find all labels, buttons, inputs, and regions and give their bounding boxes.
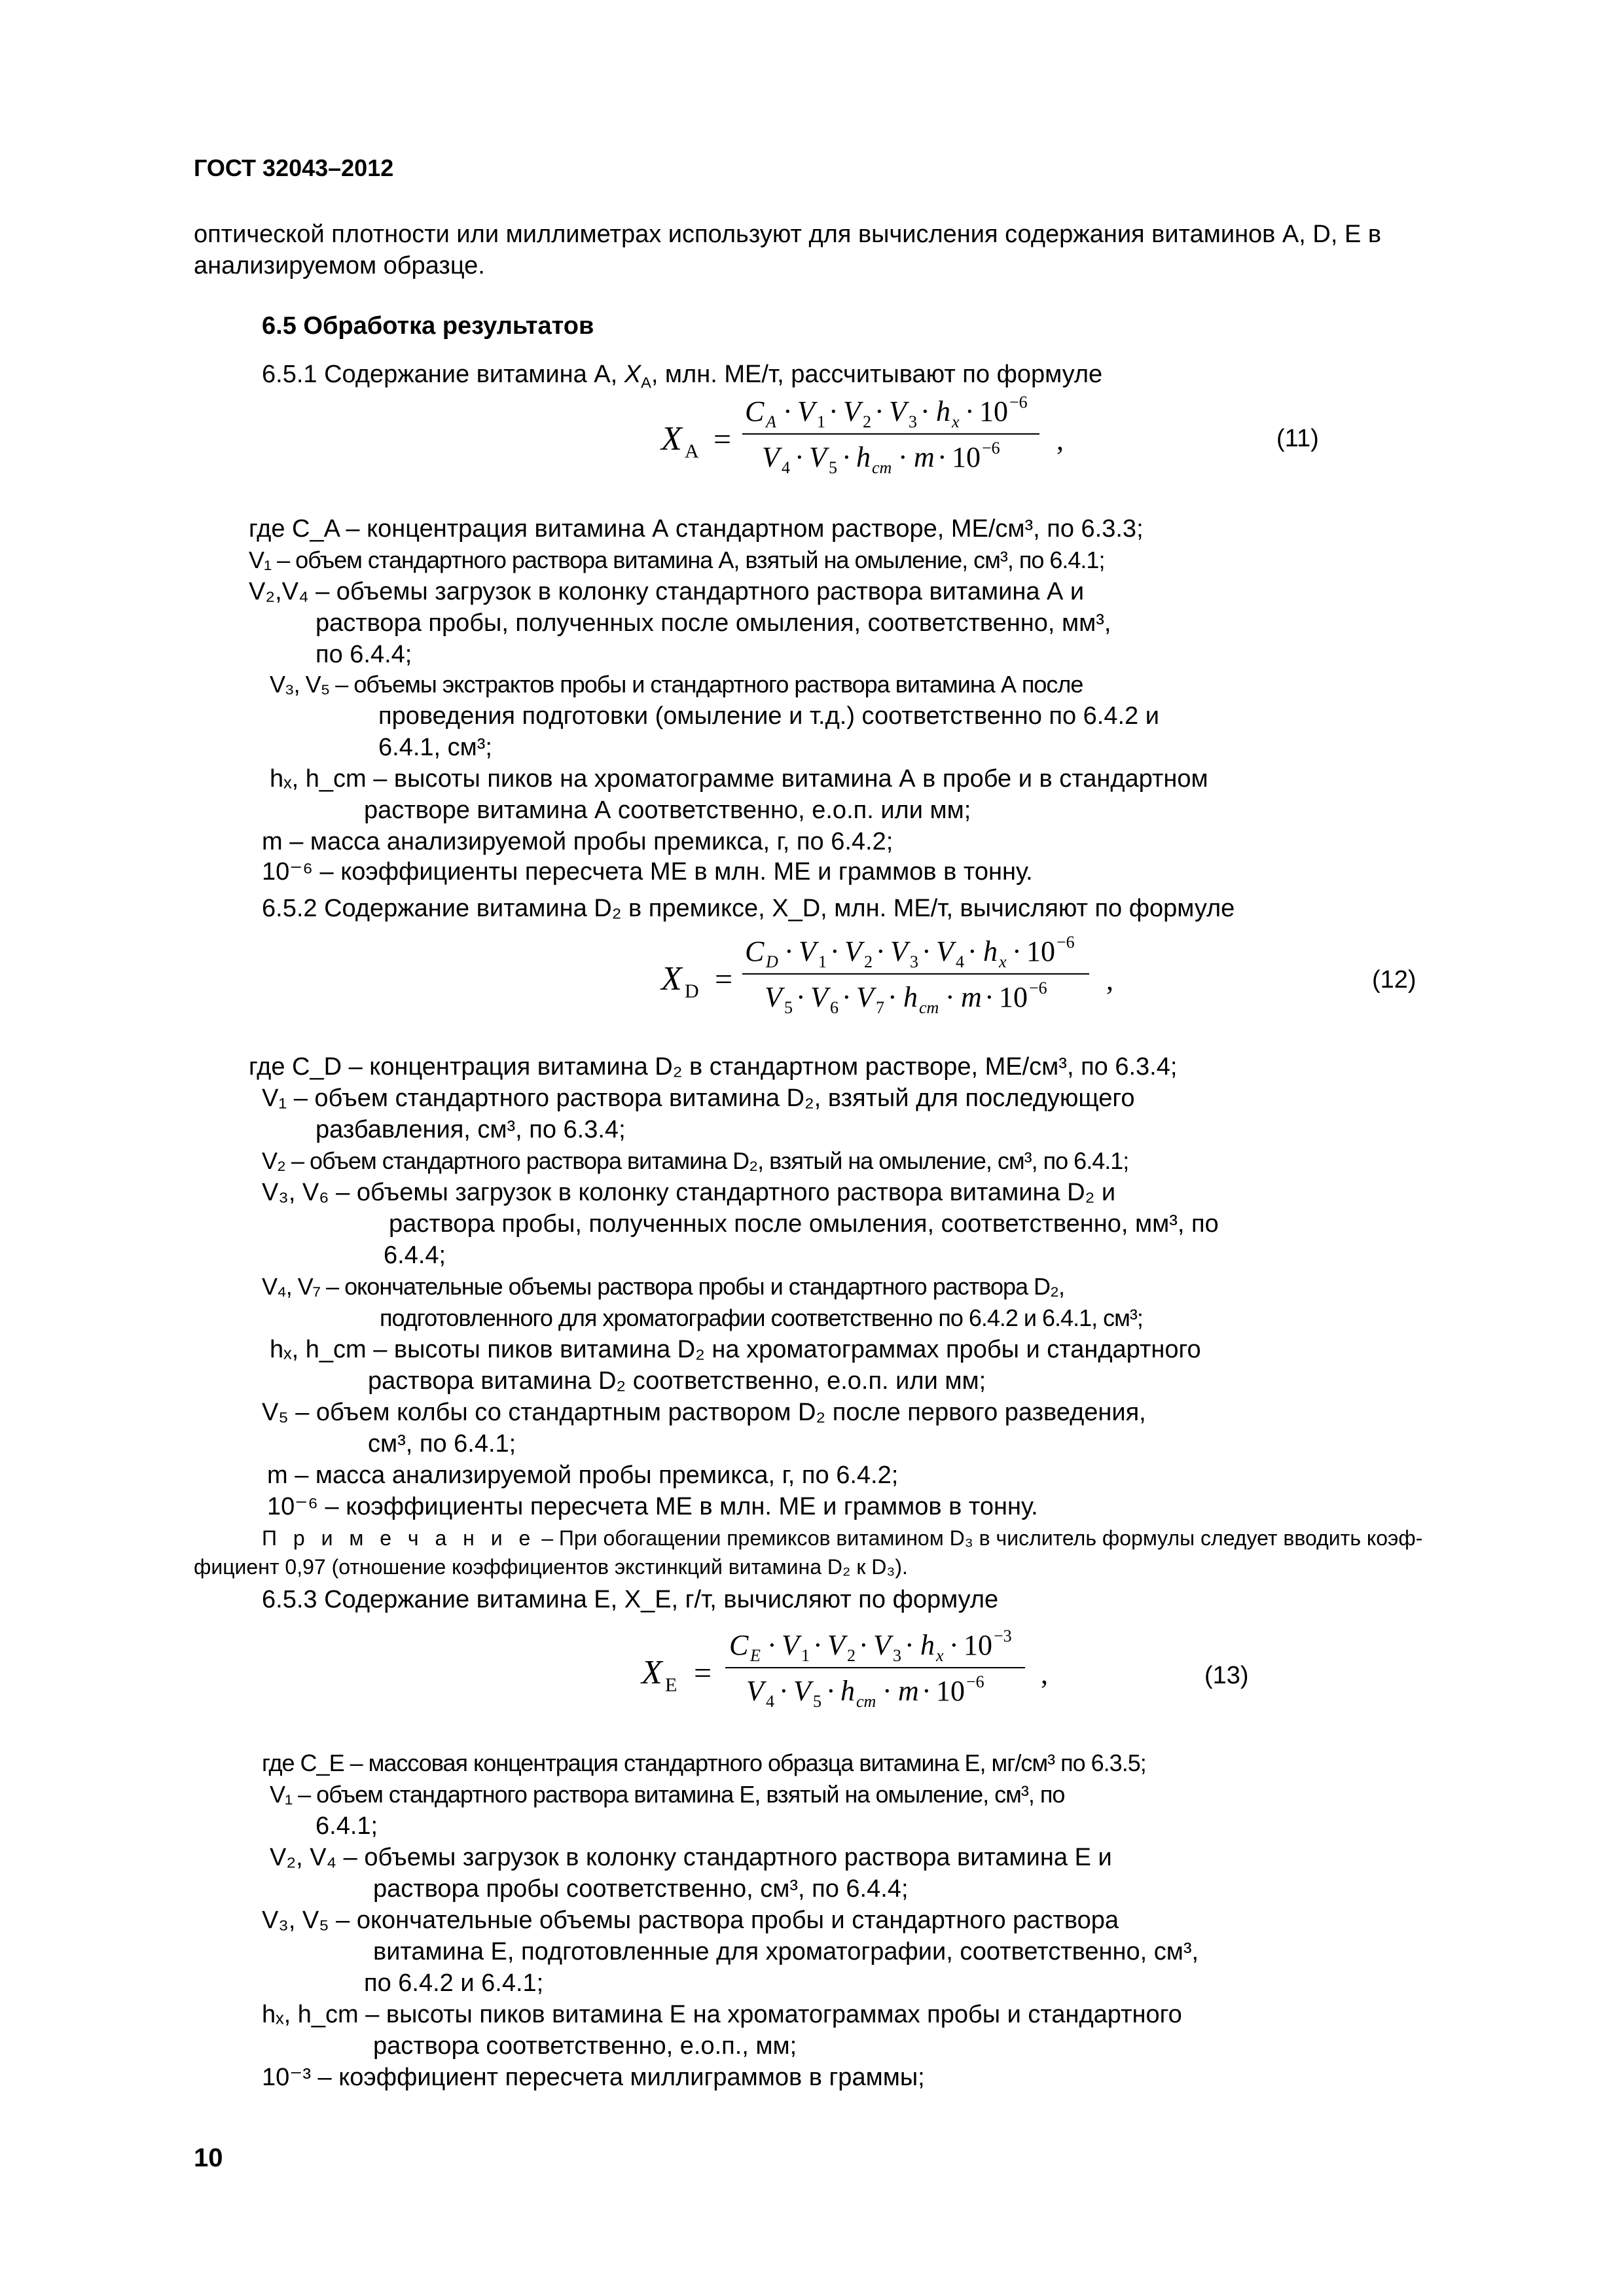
- svg-text:C: C: [729, 1629, 749, 1661]
- svg-text:·: ·: [882, 1675, 892, 1707]
- svg-text:·: ·: [784, 935, 794, 967]
- s651-lead-sub: А: [641, 374, 651, 391]
- s651-def-8: hₓ, h_cm – высоты пиков на хроматограмме витамина А в пробе и в стандартном: [270, 765, 1208, 793]
- s653-def-4: раствора пробы соответственно, см³, по 6.4.4;: [373, 1875, 909, 1903]
- svg-text:·: ·: [876, 935, 886, 967]
- svg-text:=: =: [715, 962, 733, 997]
- svg-text:1: 1: [801, 1646, 810, 1665]
- svg-text:·: ·: [967, 935, 977, 967]
- svg-text:·: ·: [1012, 935, 1022, 967]
- s653-def-10: 10⁻³ – коэффициент пересчета миллиграммов в граммы;: [262, 2064, 925, 2091]
- svg-text:m: m: [961, 981, 982, 1013]
- s651-def-6: проведения подготовки (омыление и т.д.) соответственно по 6.4.2 и: [378, 702, 1159, 730]
- svg-text:V: V: [873, 1629, 891, 1661]
- svg-text:h: h: [920, 1629, 935, 1661]
- page-number: 10: [194, 2144, 223, 2172]
- svg-text:·: ·: [767, 1629, 777, 1661]
- s653-def-8: hₓ, h_cm – высоты пиков витамина Е на хроматограммах пробы и стандартного: [262, 2001, 1182, 2028]
- s651-def-4: по 6.4.4;: [316, 641, 412, 668]
- svg-text:X: X: [661, 960, 682, 997]
- svg-text:·: ·: [842, 981, 852, 1013]
- s653-def-5: V₃, V₅ – окончательные объемы раствора пробы и стандартного раствора: [262, 1907, 1119, 1934]
- s652-def-11: V₅ – объем колбы со стандартным раствором D₂ после первого разведения,: [262, 1399, 1146, 1426]
- document-header: ГОСТ 32043–2012: [194, 154, 394, 181]
- s651-def-10: m – масса анализируемой пробы премикса, г, по 6.4.2;: [262, 828, 893, 855]
- formula-11-number: (11): [1276, 425, 1319, 452]
- s653-def-0: где C_E – массовая концентрация стандартного образца витамина Е, мг/см³ по 6.3.5;: [262, 1749, 1146, 1776]
- svg-text:·: ·: [888, 981, 897, 1013]
- svg-text:2: 2: [847, 1646, 856, 1665]
- svg-text:,: ,: [1056, 424, 1064, 456]
- svg-text:V: V: [797, 395, 815, 427]
- svg-text:C: C: [745, 395, 765, 427]
- s652-def-9: hₓ, h_cm – высоты пиков витамина D₂ на хроматограммах пробы и стандартного: [270, 1336, 1201, 1363]
- s652-def-1: V₁ – объем стандартного раствора витамина D₂, взятый для последующего: [262, 1085, 1135, 1112]
- svg-text:V: V: [889, 395, 907, 427]
- svg-text:cm: cm: [919, 998, 939, 1017]
- svg-text:1: 1: [817, 412, 825, 431]
- s653-lead: 6.5.3 Содержание витамина Е, X_E, г/т, вычисляют по формуле: [262, 1586, 999, 1613]
- svg-text:·: ·: [779, 1675, 789, 1707]
- svg-text:V: V: [890, 935, 908, 967]
- svg-text:V: V: [856, 981, 874, 1013]
- svg-text:V: V: [809, 441, 827, 473]
- s651-def-11: 10⁻⁶ – коэффициенты пересчета МЕ в млн. МЕ и граммов в тонну.: [262, 858, 1033, 886]
- svg-text:C: C: [745, 935, 765, 967]
- svg-text:V: V: [936, 935, 954, 967]
- s651-def-5: V₃, V₅ – объемы экстрактов пробы и стандартного раствора витамина А после: [270, 671, 1083, 698]
- svg-text:V: V: [810, 981, 828, 1013]
- svg-text:2: 2: [864, 952, 873, 971]
- s653-def-1: V₁ – объем стандартного раствора витамина Е, взятый на омыление, см³, по: [270, 1781, 1065, 1808]
- svg-text:D: D: [685, 980, 699, 1002]
- svg-text:=: =: [694, 1656, 712, 1691]
- svg-text:3: 3: [910, 952, 918, 971]
- s652-lead: 6.5.2 Содержание витамина D₂ в премиксе, X_D, млн. МЕ/т, вычисляют по формуле: [262, 895, 1235, 922]
- svg-text:5: 5: [813, 1692, 821, 1711]
- s652-def-6: 6.4.4;: [384, 1242, 446, 1269]
- s652-def-0: где C_D – концентрация витамина D₂ в стандартном растворе, МЕ/см³, по 6.3.4;: [249, 1053, 1178, 1081]
- svg-text:X: X: [661, 420, 682, 457]
- svg-text:x: x: [952, 412, 960, 431]
- svg-text:−6: −6: [1029, 978, 1047, 997]
- svg-text:V: V: [827, 1629, 845, 1661]
- formula-12-number: (12): [1372, 966, 1416, 994]
- svg-text:10: 10: [952, 441, 981, 473]
- svg-text:10: 10: [964, 1629, 992, 1661]
- s652-def-13: m – масса анализируемой пробы премикса, г, по 6.4.2;: [267, 1462, 899, 1489]
- s653-def-2: 6.4.1;: [316, 1812, 378, 1840]
- svg-text:·: ·: [920, 395, 930, 427]
- svg-text:V: V: [793, 1675, 811, 1707]
- s651-def-9: растворе витамина А соответственно, е.о.п. или мм;: [364, 797, 971, 824]
- svg-text:V: V: [765, 981, 782, 1013]
- svg-text:10: 10: [1026, 935, 1055, 967]
- svg-text:5: 5: [829, 458, 837, 477]
- s652-def-7: V₄, V₇ – окончательные объемы раствора пробы и стандартного раствора D₂,: [262, 1273, 1064, 1300]
- svg-text:V: V: [746, 1675, 764, 1707]
- svg-text:cm: cm: [856, 1692, 876, 1711]
- s653-def-3: V₂, V₄ – объемы загрузок в колонку стандартного раствора витамина Е и: [270, 1844, 1112, 1871]
- svg-text:·: ·: [859, 1629, 869, 1661]
- s652-note-line-1: [262, 1522, 1422, 1554]
- svg-text:,: ,: [1106, 964, 1113, 996]
- svg-text:h: h: [983, 935, 998, 967]
- intro-line-1: оптической плотности или миллиметрах используют для вычисления содержания витаминов А, D, Е в: [194, 221, 1382, 248]
- s651-def-0: где C_A – концентрация витамина А стандартном растворе, МЕ/см³, по 6.3.3;: [249, 515, 1144, 543]
- formula-11: [655, 389, 1087, 494]
- s652-def-3: V₂ – объем стандартного раствора витамина D₂, взятый на омыление, см³, по 6.4.1;: [262, 1147, 1129, 1174]
- svg-text:V: V: [799, 935, 816, 967]
- svg-text:·: ·: [813, 1629, 823, 1661]
- svg-text:5: 5: [784, 998, 793, 1017]
- svg-text:4: 4: [766, 1692, 774, 1711]
- svg-text:m: m: [898, 1675, 919, 1707]
- svg-text:3: 3: [909, 412, 917, 431]
- formula-13: [628, 1623, 1074, 1728]
- s653-def-9: раствора соответственно, е.о.п., мм;: [373, 2032, 797, 2060]
- s651-lead-text-a: 6.5.1 Содержание витамина А,: [262, 361, 624, 388]
- formula-13-number: (13): [1204, 1662, 1249, 1689]
- svg-text:3: 3: [893, 1646, 901, 1665]
- svg-text:·: ·: [875, 395, 884, 427]
- svg-text:−6: −6: [1056, 933, 1075, 952]
- svg-text:=: =: [713, 422, 732, 457]
- svg-text:−6: −6: [1009, 393, 1028, 412]
- s652-def-5: раствора пробы, полученных после омыления, соответственно, мм³, по: [389, 1210, 1219, 1238]
- svg-text:−6: −6: [966, 1672, 984, 1691]
- svg-text:7: 7: [876, 998, 884, 1017]
- svg-text:·: ·: [922, 935, 931, 967]
- svg-text:·: ·: [922, 1675, 931, 1707]
- svg-text:h: h: [903, 981, 918, 1013]
- s652-note-line-2: фициент 0,97 (отношение коэффициентов экстинкций витамина D₂ к D₃).: [194, 1555, 908, 1579]
- svg-text:·: ·: [842, 441, 852, 473]
- svg-text:·: ·: [783, 395, 793, 427]
- svg-text:4: 4: [782, 458, 790, 477]
- s653-def-6: витамина Е, подготовленные для хроматографии, соответственно, см³,: [373, 1938, 1199, 1965]
- s651-lead-var: X: [624, 361, 641, 388]
- svg-text:V: V: [782, 1629, 799, 1661]
- note-label: П р и м е ч а н и е: [262, 1526, 536, 1550]
- svg-text:·: ·: [905, 1629, 914, 1661]
- svg-text:10: 10: [999, 981, 1028, 1013]
- s651-def-1: V₁ – объем стандартного раствора витамина А, взятый на омыление, см³, по 6.4.1;: [249, 547, 1105, 573]
- svg-text:m: m: [914, 441, 935, 473]
- svg-text:1: 1: [818, 952, 827, 971]
- svg-text:E: E: [665, 1674, 677, 1696]
- svg-text:x: x: [999, 952, 1007, 971]
- s651-def-3: раствора пробы, полученных после омыления, соответственно, мм³,: [316, 609, 1111, 637]
- s652-def-4: V₃, V₆ – объемы загрузок в колонку стандартного раствора витамина D₂ и: [262, 1179, 1116, 1206]
- intro-line-2: анализируемом образце.: [194, 252, 485, 279]
- svg-text:4: 4: [956, 952, 964, 971]
- svg-text:E: E: [750, 1646, 761, 1665]
- svg-text:V: V: [843, 395, 861, 427]
- svg-text:cm: cm: [872, 458, 892, 477]
- s652-def-8: подготовленного для хроматографии соответственно по 6.4.2 и 6.4.1, см³;: [380, 1304, 1143, 1331]
- svg-text:·: ·: [795, 441, 804, 473]
- svg-text:,: ,: [1041, 1658, 1048, 1690]
- svg-text:A: A: [766, 412, 776, 431]
- svg-text:·: ·: [829, 395, 839, 427]
- s652-def-14: 10⁻⁶ – коэффициенты пересчета МЕ в млн. МЕ и граммов в тонну.: [267, 1493, 1038, 1520]
- svg-text:x: x: [936, 1646, 944, 1665]
- svg-text:10: 10: [936, 1675, 965, 1707]
- svg-text:·: ·: [949, 1629, 959, 1661]
- s651-def-2: V₂,V₄ – объемы загрузок в колонку стандартного раствора витамина А и: [249, 578, 1085, 605]
- svg-text:V: V: [762, 441, 780, 473]
- s652-def-12: см³, по 6.4.1;: [368, 1430, 516, 1458]
- svg-text:−6: −6: [982, 439, 1000, 457]
- s653-def-7: по 6.4.2 и 6.4.1;: [364, 1969, 544, 1997]
- svg-text:·: ·: [945, 981, 955, 1013]
- s652-def-10: раствора витамина D₂ соответственно, е.о.п. или мм;: [368, 1367, 986, 1395]
- s651-lead: [262, 358, 1102, 391]
- svg-text:6: 6: [830, 998, 839, 1017]
- note-text-1: – При обогащении премиксов витамином D₃ в числитель формулы следует вводить коэф-: [535, 1526, 1423, 1550]
- svg-text:·: ·: [826, 1675, 836, 1707]
- formula-12: [655, 929, 1165, 1034]
- svg-text:·: ·: [937, 441, 947, 473]
- svg-text:·: ·: [796, 981, 806, 1013]
- svg-text:10: 10: [979, 395, 1008, 427]
- svg-text:·: ·: [984, 981, 994, 1013]
- svg-text:A: A: [685, 440, 699, 462]
- svg-text:·: ·: [965, 395, 975, 427]
- svg-text:−3: −3: [994, 1626, 1012, 1645]
- svg-text:D: D: [766, 952, 778, 971]
- s652-def-2: разбавления, см³, по 6.3.4;: [316, 1116, 626, 1143]
- svg-text:2: 2: [863, 412, 871, 431]
- svg-text:h: h: [936, 395, 950, 427]
- svg-text:·: ·: [830, 935, 840, 967]
- section-title: 6.5 Обработка результатов: [262, 312, 594, 340]
- svg-text:X: X: [641, 1654, 662, 1691]
- svg-text:h: h: [856, 441, 871, 473]
- s651-def-7: 6.4.1, см³;: [378, 734, 492, 761]
- svg-text:V: V: [844, 935, 862, 967]
- s651-lead-text-b: , млн. МЕ/т, рассчитывают по формуле: [651, 361, 1103, 388]
- svg-text:·: ·: [898, 441, 908, 473]
- svg-text:h: h: [840, 1675, 855, 1707]
